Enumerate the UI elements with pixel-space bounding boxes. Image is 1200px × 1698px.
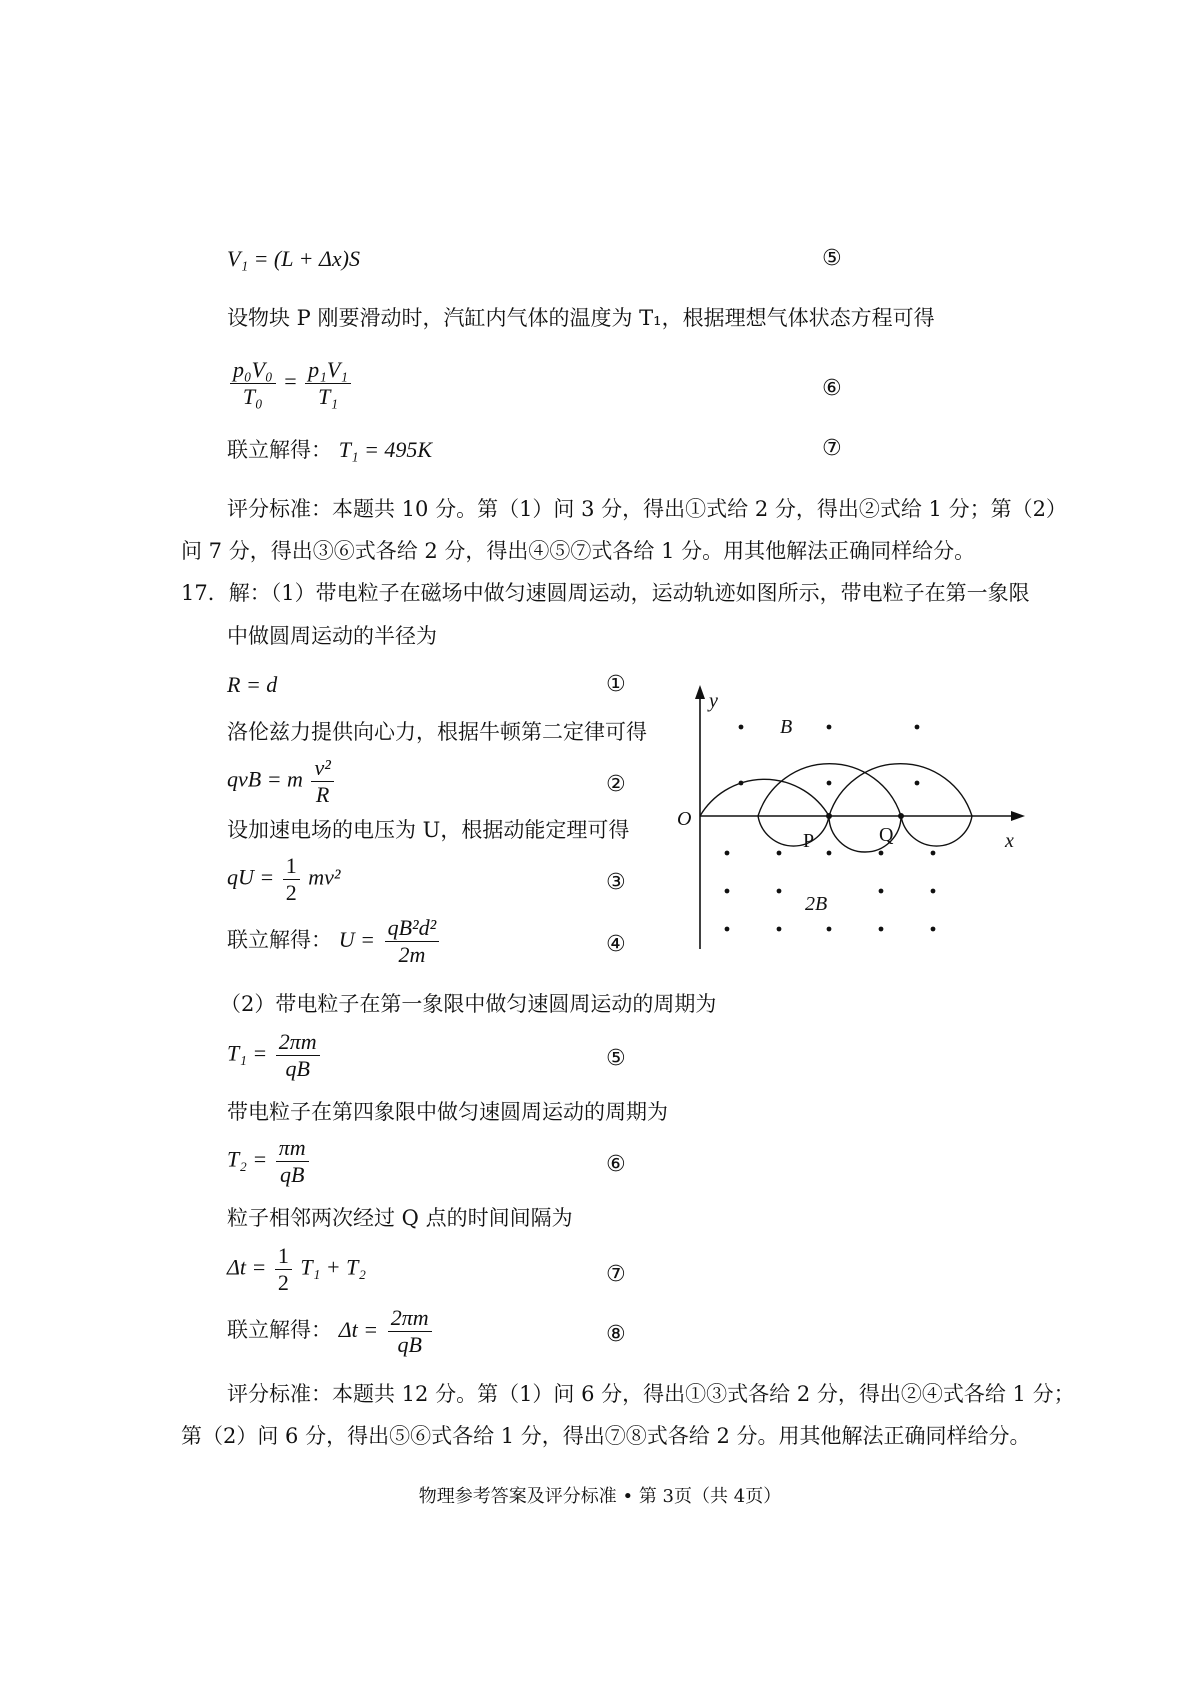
equation-qvb-den: R bbox=[315, 782, 330, 807]
question-17-heading: 17．解：（1）带电粒子在磁场中做匀速圆周运动，运动轨迹如图所示，带电粒子在第一象限 bbox=[181, 581, 1030, 605]
equation-mark-4: ④ bbox=[606, 932, 626, 957]
trajectory-loop-1 bbox=[758, 816, 829, 846]
field-dot bbox=[739, 781, 744, 786]
equation-dt-num: 1 bbox=[275, 1244, 292, 1270]
equation-r-eq-d: R = d bbox=[227, 672, 278, 697]
equation-dt-rhs: T₁ + T₂ bbox=[300, 1254, 366, 1280]
equation-dtr-num: 2πm bbox=[388, 1306, 432, 1332]
trajectory-arc-2 bbox=[758, 764, 901, 816]
trajectory-arc-3 bbox=[829, 764, 972, 816]
equation-mark-7: ⑦ bbox=[606, 1262, 626, 1287]
equation-t2p-fraction bbox=[276, 1136, 309, 1187]
field-dot bbox=[915, 725, 920, 730]
equation-u-num: qB²d² bbox=[385, 916, 440, 942]
y-axis-arrow bbox=[695, 685, 705, 699]
equation-mark-3: ③ bbox=[606, 870, 626, 895]
equation-t2p-num: πm bbox=[276, 1136, 309, 1162]
equation-mark-5: ⑤ bbox=[606, 1046, 626, 1071]
question-17-part2: （2）带电粒子在第一象限中做匀速圆周运动的周期为 bbox=[220, 992, 717, 1016]
equation-u bbox=[227, 916, 442, 967]
label-origin: O bbox=[677, 808, 692, 830]
equation-t1-prefix: 联立解得： bbox=[227, 438, 332, 462]
label-x: x bbox=[1005, 830, 1014, 852]
equation-v1-text: V₁ = (L + Δx)S bbox=[227, 246, 360, 271]
equation-t1p-lhs: T₁ = bbox=[227, 1040, 268, 1066]
equation-qu-den: 2 bbox=[285, 880, 297, 905]
text-interval: 粒子相邻两次经过 Q 点的时间间隔为 bbox=[227, 1206, 573, 1230]
field-dot bbox=[777, 927, 782, 932]
equation-dtr-den: qB bbox=[397, 1332, 422, 1357]
equation-mark-8: ⑧ bbox=[606, 1322, 626, 1347]
trajectory-loop-3 bbox=[901, 816, 972, 846]
equation-qu-rhs: mv² bbox=[308, 864, 341, 890]
fraction-left bbox=[230, 358, 276, 409]
equation-delta-t-result bbox=[227, 1306, 435, 1357]
equation-qu bbox=[227, 854, 340, 905]
equation-dt-den: 2 bbox=[277, 1270, 289, 1295]
field-dot bbox=[931, 889, 936, 894]
equation-t1-expr: T₁ = 495K bbox=[338, 437, 433, 462]
field-dot bbox=[827, 781, 832, 786]
equation-dtr-prefix: 联立解得： bbox=[227, 1318, 332, 1342]
equation-dt-fraction bbox=[275, 1244, 292, 1295]
page-footer: 物理参考答案及评分标准 • 第 3页（共 4页） bbox=[418, 1486, 782, 1507]
equation-qvb bbox=[227, 756, 337, 807]
field-dot bbox=[725, 889, 730, 894]
label-field-b: B bbox=[780, 716, 793, 738]
equation-qvb-lhs: qvB = m bbox=[227, 766, 303, 792]
field-dot bbox=[879, 889, 884, 894]
field-dots-upper bbox=[739, 725, 920, 786]
equation-t2p-lhs: T₂ = bbox=[227, 1146, 268, 1172]
fraction-right-den: T₁ bbox=[318, 384, 338, 409]
point-p bbox=[826, 813, 832, 819]
fraction-right-num: p₁V₁ bbox=[305, 358, 351, 384]
field-dot bbox=[739, 725, 744, 730]
equation-qu-num: 1 bbox=[283, 854, 300, 880]
equation-mark-2: ② bbox=[606, 772, 626, 797]
score-standard-16-line2: 问 7 分，得出③⑥式各给 2 分，得出④⑤⑦式各给 1 分。用其他解法正确同样给分。 bbox=[181, 539, 976, 563]
question-17-cont: 中做圆周运动的半径为 bbox=[227, 624, 437, 648]
field-dot bbox=[879, 927, 884, 932]
field-dot bbox=[725, 851, 730, 856]
label-y: y bbox=[709, 690, 718, 712]
field-dot bbox=[915, 781, 920, 786]
field-dot bbox=[879, 851, 884, 856]
fraction-right bbox=[305, 358, 351, 409]
equation-t1p-den: qB bbox=[285, 1056, 310, 1081]
x-axis-arrow bbox=[1011, 811, 1025, 821]
field-dot bbox=[777, 851, 782, 856]
score-standard-17-line1: 评分标准：本题共 12 分。第（1）问 6 分，得出①③式各给 2 分，得出②④式各给 1 分； bbox=[227, 1382, 1075, 1406]
text-voltage: 设加速电场的电压为 U，根据动能定理可得 bbox=[227, 818, 630, 842]
field-dots-lower bbox=[725, 851, 936, 932]
fraction-left-den: T₀ bbox=[242, 384, 263, 409]
point-q bbox=[898, 813, 904, 819]
equation-t1p-fraction bbox=[276, 1030, 320, 1081]
equation-mark-7a: ⑦ bbox=[822, 436, 842, 461]
equation-u-fraction bbox=[385, 916, 440, 967]
equation-dtr-lhs: Δt = bbox=[338, 1317, 379, 1342]
equation-t2p-den: qB bbox=[279, 1162, 305, 1187]
equation-mark-5a: ⑤ bbox=[822, 246, 842, 271]
trajectory-arc-1 bbox=[700, 779, 829, 816]
equation-t2-period bbox=[227, 1136, 312, 1187]
equation-dtr-fraction bbox=[388, 1306, 432, 1357]
text-fourth-quadrant: 带电粒子在第四象限中做匀速圆周运动的周期为 bbox=[227, 1100, 668, 1124]
equation-qvb-num: v² bbox=[311, 756, 333, 782]
text-lorentz: 洛伦兹力提供向心力，根据牛顿第二定律可得 bbox=[227, 720, 647, 744]
equation-qu-fraction bbox=[283, 854, 300, 905]
score-standard-16-line1: 评分标准：本题共 10 分。第（1）问 3 分，得出①式给 2 分，得出②式给 1 分；第（2） bbox=[227, 497, 1067, 521]
equation-mark-6a: ⑥ bbox=[822, 376, 842, 401]
equation-qu-lhs: qU = bbox=[227, 864, 275, 890]
trajectory-figure bbox=[675, 685, 1025, 955]
equation-mark-1: ① bbox=[606, 672, 626, 697]
equation-mark-6: ⑥ bbox=[606, 1152, 626, 1177]
fraction-left-num: p₀V₀ bbox=[230, 358, 276, 384]
field-dot bbox=[931, 851, 936, 856]
field-dot bbox=[931, 927, 936, 932]
field-dot bbox=[827, 851, 832, 856]
equation-u-lhs: U = bbox=[338, 927, 375, 952]
field-dot bbox=[777, 889, 782, 894]
label-point-p: P bbox=[803, 830, 815, 852]
field-dot bbox=[725, 927, 730, 932]
equation-t1-period bbox=[227, 1030, 323, 1081]
label-point-q: Q bbox=[879, 824, 894, 846]
label-field-2b: 2B bbox=[805, 893, 828, 915]
score-standard-17-line2: 第（2）问 6 分，得出⑤⑥式各给 1 分，得出⑦⑧式各给 2 分。用其他解法正确同样给分。 bbox=[181, 1424, 1031, 1448]
equation-delta-t bbox=[227, 1244, 366, 1295]
equation-v1 bbox=[227, 246, 360, 272]
equation-u-prefix: 联立解得： bbox=[227, 928, 332, 952]
equation-gas-ratio: $\frac{\text{p₀V₀}}{\text{T₀}}$ = $\frac{\text{p₁V₁}}{\text{T₁}}$ bbox=[227, 358, 354, 409]
field-dot bbox=[827, 927, 832, 932]
equation-dt-lhs: Δt = bbox=[227, 1254, 267, 1280]
field-dot bbox=[827, 725, 832, 730]
equation-t1 bbox=[227, 436, 432, 464]
equation-t1p-num: 2πm bbox=[276, 1030, 320, 1056]
text-state-equation: 设物块 P 刚要滑动时，汽缸内气体的温度为 T₁，根据理想气体状态方程可得 bbox=[227, 306, 935, 330]
equation-u-den: 2m bbox=[398, 942, 426, 967]
equation-qvb-fraction bbox=[311, 756, 333, 807]
